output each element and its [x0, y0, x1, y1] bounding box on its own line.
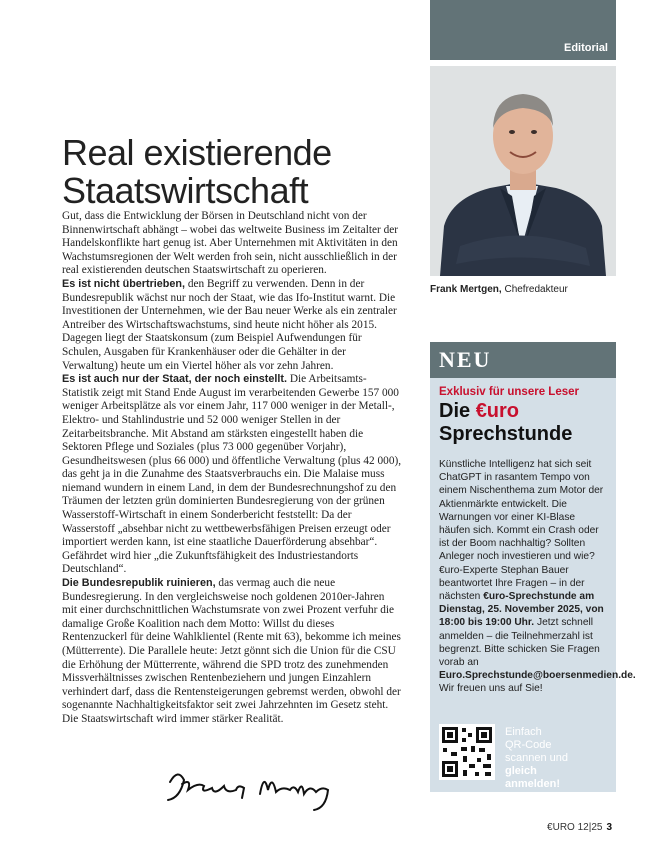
headline-line-1: Real existierende [62, 132, 332, 173]
paragraph [62, 577, 402, 727]
promo-date: €uro-Sprechstunde am Dienstag, 25. November 2025, von 18:00 bis 19:00 Uhr. [439, 591, 604, 629]
euro-logo: €uro [475, 400, 520, 422]
paragraph [62, 210, 402, 278]
qr-text-line: gleich [505, 765, 537, 777]
qr-text-line: scannen und [505, 752, 568, 764]
promo-email[interactable]: Euro.Sprechstunde@boersenmedien.de. [439, 670, 636, 682]
paragraph [62, 278, 402, 373]
paragraph-lead: Es ist nicht übertrieben, [62, 277, 185, 290]
qr-text-line: Einfach [505, 726, 542, 738]
caption-role: Chefredakteur [501, 284, 568, 295]
promo-text-part: Künstliche Intelligenz hat sich seit ChatGPT in rasantem Tempo von einem Nischenthema zum Motor der Aktienmärkte entwickelt. Die Warnungen vor einer KI-Blase häufen sich. Kommt ein Crash oder ist der Boom nachhaltig? Sollten Anleger noch investieren und wie? €uro-Experte Stephan Bauer beantwortet Ihre Fragen – in der nächsten [439, 459, 604, 603]
page-footer [547, 822, 612, 833]
section-tab-label: Editorial [563, 42, 608, 54]
promo-title-line-2: Sprechstunde [439, 423, 573, 445]
caption-name: Frank Mertgen, [430, 284, 502, 295]
photo-caption [430, 284, 568, 295]
headline-line-2: Staatswirtschaft [62, 170, 309, 211]
paragraph-text: den Begriff zu verwenden. Denn in der Bundesrepublik wächst nur noch der Staat, wie das Ifo-Institut warnt. Die Investitionen der Unternehmen, wie der Bau neuer Werke als ein zentraler Antreiber des Wirtschaftswachstums, sind heute nicht höher als 2015. Dagegen liegt der Staatskonsum (zum Beispiel Aufwendungen für Schulen, Ausgaben für Krankenhäuser oder die Gehälter in der Verwaltung) heute um ein Viertel höher als vor zehn Jahren. [62, 277, 397, 372]
paragraph-text: das vermag auch die neue Bundesregierung. In den vergleichsweise noch goldenen 2010er-Jahren mit einer durchschnittlichen Wachstumsrate von zwei Prozent verfuhr die damalige Große Koalition nach dem Motto: Willst du dieses Rentenzuckerl für deine Wahlklientel (Rente mit 63), bekomme ich meines (Mütterrente). Die Parallele heute: Jetzt gönnt sich die Union für die CSU die Erhöhung der Mütterrente, während die SPD trotz des zunehmenden Missverhältnisses zwischen Rentenbeziehern und jungen Einzahlern verhindert darf, dass die Rentensteigerungen gebremst werden, obwohl der sogenannte Nachhaltigkeitsfaktor seit zwei Jahrzehnten im Gesetz steht. Die Staatswirtschaft wird immer stärker Realität. [62, 577, 401, 725]
section-tab [430, 0, 616, 60]
signature [158, 764, 348, 814]
promo-header: NEU [430, 342, 616, 378]
qr-text-line: QR-Code [505, 739, 552, 751]
promo-text-part: Wir freuen uns auf Sie! [439, 683, 543, 695]
magazine-issue: €URO 12|25 [547, 822, 603, 833]
paragraph [62, 373, 402, 577]
qr-code-icon[interactable] [439, 724, 495, 780]
promo-kicker: Exklusiv für unsere Leser [439, 386, 579, 398]
headline [62, 134, 402, 210]
promo-text-part: Jetzt schnell anmelden – die Teilnehmerzahl ist begrenzt. Bitte schicken Sie Fragen vorab an [439, 617, 600, 669]
promo-text [439, 458, 636, 696]
paragraph-lead: Es ist auch nur der Staat, der noch einstellt. [62, 373, 287, 386]
article-body [62, 210, 402, 727]
paragraph-text: Gut, dass die Entwicklung der Börsen in Deutschland nicht von der Binnenwirtschaft abhängt – wobei das weltweite Business im Zeitalter der Handelskonflikte hart genug ist. Aber Unternehmen mit Aktivitäten in den Wachstumsregionen der Welt werden froh sein, nicht ausschließlich in der real existierenden deutschen Staatswirtschaft zu operieren. [62, 210, 398, 277]
author-photo [430, 66, 616, 276]
paragraph-lead: Die Bundesrepublik ruinieren, [62, 577, 216, 590]
promo-box [430, 342, 636, 792]
promo-title [439, 400, 616, 446]
qr-text-line: anmelden! [505, 778, 561, 790]
promo-title-prefix: Die [439, 400, 476, 422]
qr-instructions [505, 726, 568, 791]
page-number: 3 [606, 822, 612, 833]
paragraph-text: Die Arbeitsamts-Statistik zeigt mit Stand Ende August im verarbeitenden Gewerbe 157 000 weniger Arbeitsplätze als vor einem Jahr, 117 000 weniger in der Metall-, Elektro- und Stahlindustrie und 52 000 weniger Stellen in der Zeitarbeitsbranche. Mit Abstand am stärksten eingestellt haben die Sektoren Pflege und Soziales (plus 73 000 gegenüber Vorjahr), Gesundheitswesen (plus 66 000) und öffentliche Verwaltung (plus 42 000), das geht ja in die Zunahme des Staatsverbrauchs ein. Die Malaise muss niemand wundern in einem Land, in dem der Bundesrechnungshof zu den Träumen der letzten grün dominierten Bundesregierung von der grünen Wasserstoff-Wirtschaft in einem Sonderbericht feststellt: Da der Wasserstoff „absehbar nicht zu wettbewerbsfähigen Preisen erzeugt oder importiert werden kann, ist eine staatliche Dauerförderung absehbar“. Gefährdet wird hier „die Zukunftsfähigkeit des Industriestandorts Deutschland“. [62, 373, 402, 576]
qr-row [439, 724, 609, 790]
